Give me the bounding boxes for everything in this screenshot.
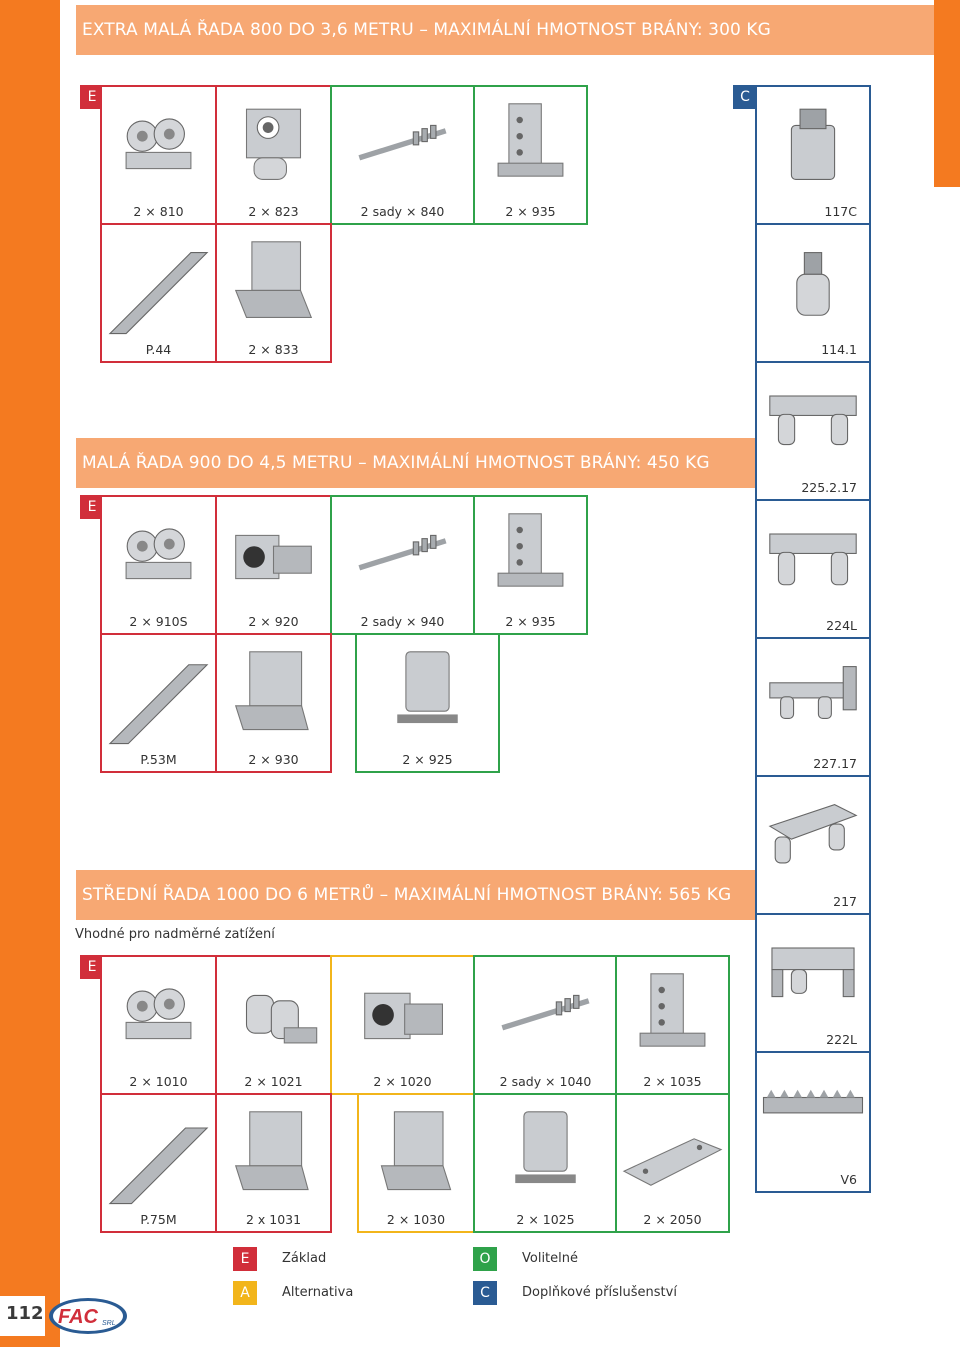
product-cell[interactable] xyxy=(215,633,332,773)
accessory-cell[interactable] xyxy=(755,637,871,777)
gear-rack-icon xyxy=(757,1059,869,1169)
guide-bracket-icon xyxy=(757,921,869,1029)
roller-bracket-icon xyxy=(217,963,330,1071)
product-code: 2 sady × 1040 xyxy=(499,1074,592,1089)
guide-roller-icon xyxy=(217,503,330,611)
legend-c-badge: C xyxy=(473,1281,497,1305)
code-e-badge: E xyxy=(80,85,104,109)
product-code: 2 × 910S xyxy=(129,614,188,629)
section-3-title: STŘEDNÍ ŘADA 1000 DO 6 METRŮ – MAXIMÁLNÍ HMOTNOST BRÁNY: 565 KG xyxy=(76,870,756,920)
product-code: 2 × 2050 xyxy=(643,1212,702,1227)
product-cell[interactable] xyxy=(473,85,588,225)
rail-profile-icon xyxy=(102,231,215,339)
product-code: 2 × 1010 xyxy=(129,1074,188,1089)
product-cell[interactable] xyxy=(357,1093,475,1233)
product-code: 2 × 1025 xyxy=(516,1212,575,1227)
product-cell[interactable] xyxy=(473,955,618,1095)
accessory-cell[interactable] xyxy=(755,1051,871,1193)
product-code: 2 × 1035 xyxy=(643,1074,702,1089)
mounting-plate-icon xyxy=(475,93,586,201)
accessory-code: 225.2.17 xyxy=(801,480,857,495)
product-cell[interactable] xyxy=(615,1093,730,1233)
accessory-cell[interactable] xyxy=(755,499,871,639)
accessory-cell[interactable] xyxy=(755,361,871,501)
guide-bracket-icon xyxy=(757,507,869,615)
product-code: 2 × 1020 xyxy=(373,1074,432,1089)
roller-icon xyxy=(757,93,869,201)
product-code: 2 × 1030 xyxy=(386,1212,446,1227)
end-stop-icon xyxy=(217,641,330,749)
accessory-code: 114.1 xyxy=(821,342,857,357)
product-cell[interactable] xyxy=(330,955,475,1095)
product-code: 2 sady × 840 xyxy=(360,204,445,219)
bracket-roller-icon xyxy=(217,93,330,201)
accessory-cell[interactable] xyxy=(755,223,871,363)
section-1-title: EXTRA MALÁ ŘADA 800 DO 3,6 METRU – MAXIMÁLNÍ HMOTNOST BRÁNY: 300 KG xyxy=(76,5,934,55)
accessory-code: 222L xyxy=(826,1032,857,1047)
mounting-plate-icon xyxy=(617,963,728,1071)
base-plate-icon xyxy=(617,1101,728,1209)
product-cell[interactable] xyxy=(330,85,475,225)
product-code: 2 × 823 xyxy=(248,204,299,219)
section-3-note: Vhodné pro nadměrné zatížení xyxy=(75,927,275,942)
legend-e-label: Základ xyxy=(282,1251,327,1266)
accessory-code: 117C xyxy=(824,204,857,219)
threaded-rod-icon xyxy=(332,93,473,201)
left-orange-strip xyxy=(0,0,60,1347)
legend-e-badge: E xyxy=(233,1247,257,1271)
guide-roller-icon xyxy=(332,963,473,1071)
legend-a-badge: A xyxy=(233,1281,257,1305)
product-cell[interactable] xyxy=(215,223,332,363)
legend-o-badge: O xyxy=(473,1247,497,1271)
product-cell[interactable] xyxy=(100,495,217,635)
end-stop-icon xyxy=(217,231,330,339)
product-code: 2 × 925 xyxy=(402,752,453,767)
rail-profile-icon xyxy=(102,1101,215,1209)
product-code: 2 × 1021 xyxy=(244,1074,303,1089)
product-cell[interactable] xyxy=(615,955,730,1095)
product-code: 2 × 930 xyxy=(248,752,299,767)
section-2-title: MALÁ ŘADA 900 DO 4,5 METRU – MAXIMÁLNÍ HMOTNOST BRÁNY: 450 KG xyxy=(76,438,756,488)
product-cell[interactable] xyxy=(100,85,217,225)
product-cell[interactable] xyxy=(215,955,332,1095)
accessory-cell[interactable] xyxy=(755,85,871,225)
legend-o-label: Volitelné xyxy=(522,1251,579,1266)
product-code: P.75M xyxy=(140,1212,177,1227)
product-cell[interactable] xyxy=(473,495,588,635)
gate-catcher-icon xyxy=(475,1101,616,1209)
product-code: 2 × 810 xyxy=(133,204,184,219)
product-code: 2 × 935 xyxy=(505,204,556,219)
threaded-rod-icon xyxy=(332,503,473,611)
product-cell[interactable] xyxy=(215,1093,332,1233)
roller-icon xyxy=(757,231,869,339)
code-e-badge: E xyxy=(80,495,104,519)
product-code: 2 sady × 940 xyxy=(360,614,445,629)
trolley-icon xyxy=(102,503,215,611)
product-code: 2 × 935 xyxy=(505,614,556,629)
trolley-icon xyxy=(102,963,215,1071)
legend-c-label: Doplňkové příslušenství xyxy=(522,1285,677,1300)
product-cell[interactable] xyxy=(100,223,217,363)
fac-logo xyxy=(48,1296,128,1336)
accessory-code: V6 xyxy=(840,1172,857,1187)
right-orange-strip xyxy=(934,0,960,187)
threaded-rod-icon xyxy=(475,963,616,1071)
product-cell[interactable] xyxy=(100,1093,217,1233)
logo-suffix: SRL xyxy=(102,1320,116,1327)
product-code: 2 x 1031 xyxy=(245,1212,302,1227)
product-code: 2 × 833 xyxy=(248,342,299,357)
guide-bracket-icon xyxy=(757,783,869,891)
product-cell[interactable] xyxy=(215,495,332,635)
end-stop-icon xyxy=(217,1101,330,1209)
wall-bracket-icon xyxy=(757,645,869,753)
rail-profile-icon xyxy=(102,641,215,749)
legend-a-label: Alternativa xyxy=(282,1285,354,1300)
accessory-code: 217 xyxy=(833,894,857,909)
product-code: 2 × 920 xyxy=(248,614,299,629)
product-cell[interactable] xyxy=(330,495,475,635)
product-code: P.53M xyxy=(140,752,177,767)
page-number: 112 xyxy=(6,1303,44,1324)
code-c-badge: C xyxy=(733,85,757,109)
accessory-cell[interactable] xyxy=(755,913,871,1053)
end-stop-icon xyxy=(359,1101,473,1209)
product-cell[interactable] xyxy=(100,633,217,773)
product-code: P.44 xyxy=(145,342,172,357)
product-cell[interactable] xyxy=(215,85,332,225)
product-cell[interactable] xyxy=(355,633,500,773)
guide-bracket-icon xyxy=(757,369,869,477)
trolley-icon xyxy=(102,93,215,201)
accessory-code: 224L xyxy=(826,618,857,633)
gate-catcher-icon xyxy=(357,641,498,749)
mounting-plate-icon xyxy=(475,503,586,611)
code-e-badge: E xyxy=(80,955,104,979)
product-cell[interactable] xyxy=(473,1093,618,1233)
accessory-code: 227.17 xyxy=(813,756,857,771)
logo-text: FAC xyxy=(58,1306,98,1328)
accessory-cell[interactable] xyxy=(755,775,871,915)
product-cell[interactable] xyxy=(100,955,217,1095)
